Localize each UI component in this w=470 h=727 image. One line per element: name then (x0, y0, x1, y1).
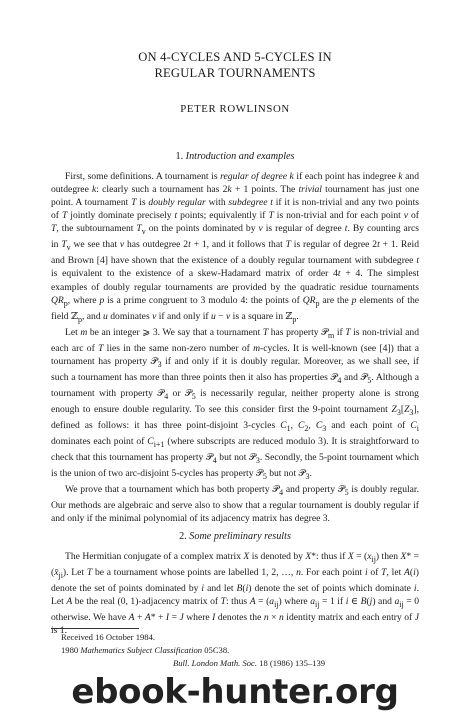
msc-year: 1980 (61, 645, 79, 655)
paragraph-hermitian: The Hermitian conjugate of a complex matrix X is denoted by X*: thus if $X = (x_{ij})$ then $X* = (x̄_{ji})$. Let T be a tournament whose points are labelled 1, 2, …, n. For each point i of T, let A(i) denote the set of points dominated by i and let B(i) denote the set of points which dominate i. Let A be the real (0, 1)-adjacency matrix of T: thus $A = (a_{ij})$ where $a_{ij} = 1$ if i ∈ B(j) and $a_{ij} = 0$ otherwise. We have A + A* + I = J where I denotes the n × n identity matrix and each entry of J is 1. (51, 551, 420, 637)
section-2-title: Some preliminary results (189, 531, 291, 542)
watermark-text: ebook-hunter.org (71, 672, 399, 712)
journal-citation (173, 658, 325, 668)
msc-code: 05C38. (204, 645, 230, 655)
section-1-number: 1. (175, 151, 184, 162)
paragraph-property-pm: Let m be an integer ⩾ 3. We say that a tournament T has property 𝒫$_m$ if T is non-trivial and each arc of T lies in the same non-zero number of m-cycles. It is well-known (see [4]) that a tournament has property 𝒫$_3$ if and only if it is doubly regular. Moreover, as we shall see, if such a tournament has more than three points then it also has properties 𝒫$_4$ and 𝒫$_5$. Although a tournament with property 𝒫$_4$ or 𝒫$_5$ is necessarily regular, neither property alone is strong enough to ensure double regularity. To see this consider first the 9-point tournament $Z_3[Z_3]$, defined as follows: it has three point-disjoint 3-cycles $C_1$, $C_2$, $C_3$ and each point of $C_i$ dominates each point of $C_{i+1}$ (where subscripts are reduced modulo 3). It is straightforward to check that this tournament has property 𝒫$_4$ but not 𝒫$_3$. Secondly, the 5-point tournament which is the union of two arc-disjoint 5-cycles has property 𝒫$_5$ but not 𝒫$_3$. (51, 326, 420, 481)
paragraph-main-result: We prove that a tournament which has both property 𝒫$_4$ and property 𝒫$_5$ is doubly regular. Our methods are algebraic and serve also to show that a regular tournament is doubly regular if and only if the minimal polynomial of its adjacency matrix has degree 3. (51, 483, 419, 524)
section-1-title: Introduction and examples (185, 151, 295, 162)
msc-classification (61, 644, 229, 657)
section-1-heading (0, 151, 470, 162)
section-2-heading (0, 531, 470, 542)
author-name: PETER ROWLINSON (180, 103, 290, 115)
paper-title-line-1: ON 4-CYCLES AND 5-CYCLES IN (138, 50, 332, 64)
section-2-body (51, 550, 419, 637)
section-1-body (51, 170, 419, 525)
received-date: Received 16 October 1984. (61, 632, 156, 642)
journal-name: Bull. London Math. Soc. (173, 658, 258, 668)
msc-label: Mathematics Subject Classification (80, 645, 203, 655)
paper-title-line-2: REGULAR TOURNAMENTS (154, 66, 316, 80)
journal-volume-pages: 18 (1986) 135–139 (259, 658, 326, 668)
section-2-number: 2. (179, 531, 187, 542)
paragraph-definitions: First, some definitions. A tournament is regular of degree k if each point has indegree k and outdegree k: clearly such a tournament has 2k + 1 points. The trivial tournament has just one point. A tournament T is doubly regular with subdegree t if it is non-trivial and any two points of T jointly dominate precisely t points; equivalently if T is non-trivial and for each point v of T, the subtournament $T_v$ on the points dominated by v is regular of degree t. By counting arcs in $T_v$ we see that v has outdegree 2t + 1, and it follows that T is regular of degree 2t + 1. Reid and Brown [4] have shown that the existence of a doubly regular tournament with subdegree t is equivalent to the existence of a skew-Hadamard matrix of order 4t + 4. The simplest examples of doubly regular tournaments are provided by the quadratic residue tournaments $QR_p$, where p is a prime congruent to 3 modulo 4: the points of $QR_p$ are the p elements of the field ℤ$_p$, and u dominates v if and only if u − v is a square in ℤ$_p$. (51, 171, 420, 324)
footnote-rule (51, 628, 139, 629)
